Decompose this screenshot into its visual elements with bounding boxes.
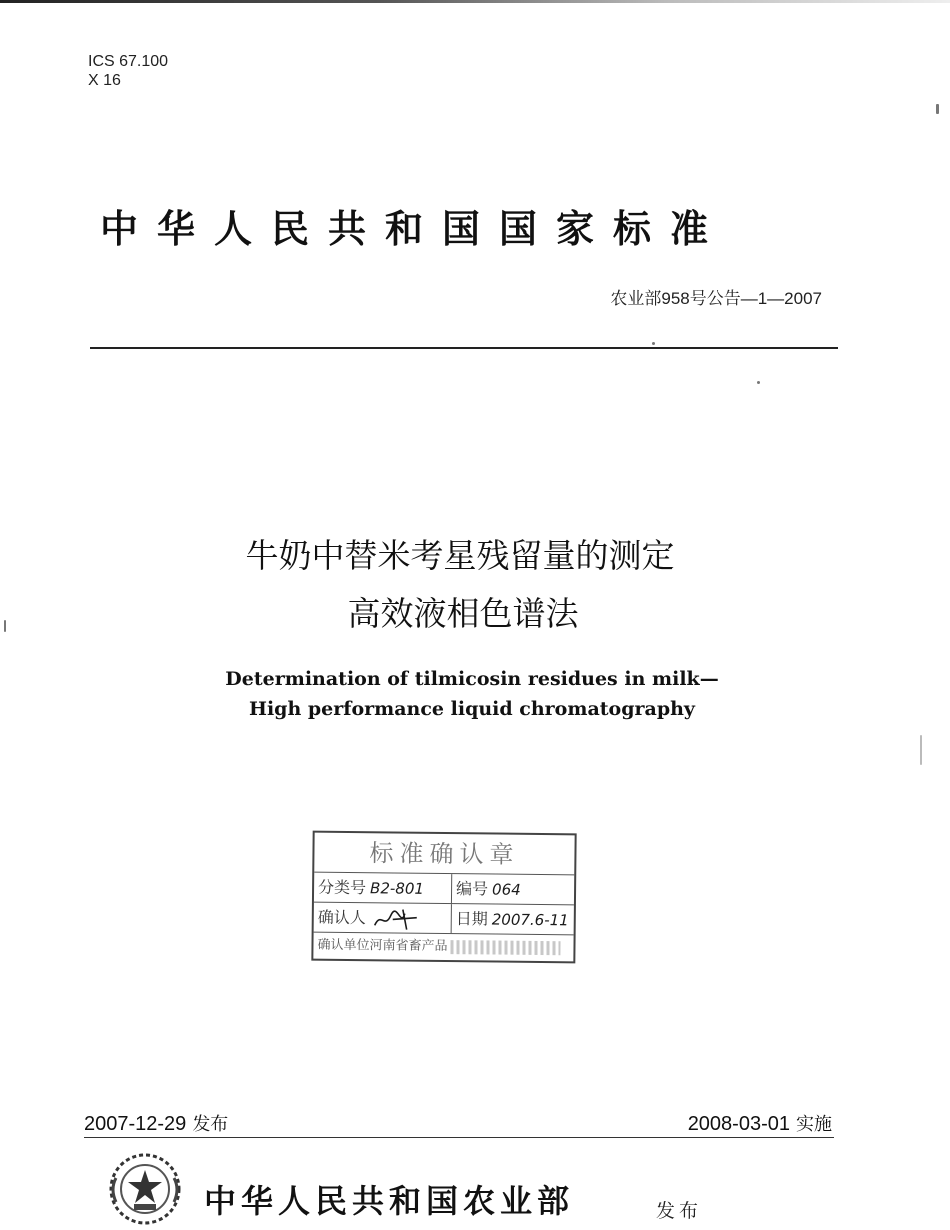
signature-icon	[373, 907, 419, 931]
effective-date-block	[688, 1110, 832, 1136]
scan-speck	[652, 342, 655, 345]
stamp-number-value: 064	[492, 880, 521, 899]
class-code: X 16	[88, 72, 121, 89]
stamp-confirmer-label: 确认人	[317, 907, 366, 928]
publish-label: 发布	[656, 1200, 703, 1222]
stamp-row-category	[314, 873, 574, 906]
scan-speck	[757, 381, 760, 384]
issue-label: 发布	[192, 1114, 229, 1134]
stamp-row-confirmer	[314, 903, 574, 936]
footer-divider	[84, 1137, 834, 1138]
scan-mark	[4, 620, 6, 632]
effective-label: 实施	[796, 1114, 832, 1134]
stamp-smudge	[450, 940, 560, 955]
title-cn-line2: 高效液相色谱法	[347, 594, 579, 633]
stamp-category-label: 分类号	[317, 877, 367, 898]
effective-date: 2008-03-01	[687, 1113, 790, 1135]
standard-number: 农业部958号公告—1—2007	[610, 289, 822, 308]
stamp-number-label: 编号	[455, 879, 489, 899]
title-en-line1: Determination of tilmicosin residues in milk—	[225, 668, 719, 690]
stamp-category-value: B2-801	[370, 879, 425, 898]
national-emblem-icon	[104, 1148, 186, 1230]
stamp-date-value: 2007.6-11	[491, 910, 569, 930]
stamp-confirmer-cell	[314, 903, 452, 933]
issue-date-block	[84, 1110, 228, 1136]
scan-mark	[920, 735, 922, 765]
header-divider	[90, 347, 838, 349]
ics-code: ICS 67.100	[88, 53, 169, 70]
stamp-title: 标准确认章	[314, 833, 574, 876]
stamp-date-cell	[452, 904, 574, 934]
stamp-row-unit	[313, 933, 573, 962]
stamp-unit-label: 确认单位河南省畜产品	[317, 937, 448, 955]
issuing-ministry: 中华人民共和国农业部	[204, 1182, 575, 1220]
stamp-number-cell	[452, 874, 574, 904]
title-en-line2: High performance liquid chromatography	[249, 698, 695, 720]
classification-codes	[88, 52, 168, 90]
title-cn-line1: 牛奶中替米考星残留量的测定	[245, 536, 675, 575]
stamp-date-label: 日期	[455, 909, 488, 929]
national-standard-title: 中华人民共和国国家标准	[100, 206, 728, 251]
stamp-category-cell	[314, 873, 452, 903]
confirmation-stamp	[311, 831, 576, 964]
scan-edge	[0, 0, 950, 3]
issue-date: 2007-12-29	[84, 1113, 187, 1135]
stamp-unit-cell	[313, 933, 573, 962]
scan-mark	[936, 104, 939, 114]
